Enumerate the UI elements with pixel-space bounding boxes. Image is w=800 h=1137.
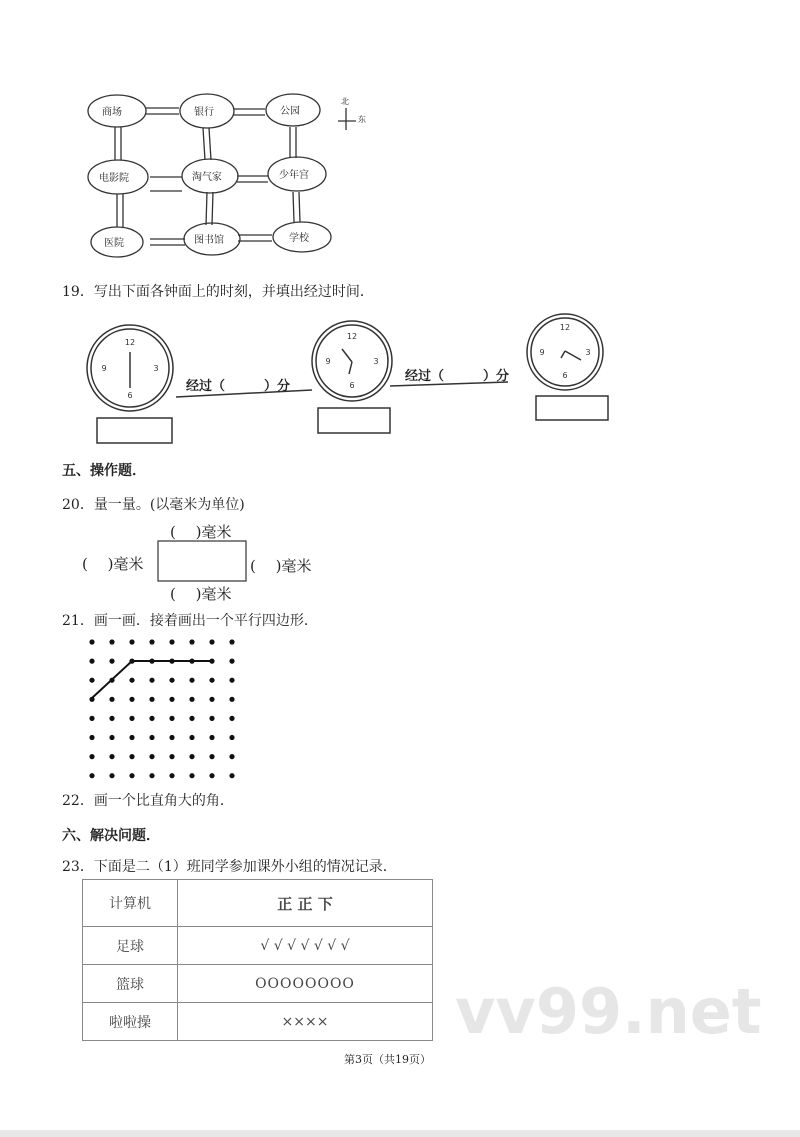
- map-place: 少年宫: [279, 170, 309, 181]
- grid-dot: [169, 678, 174, 683]
- map-place: 学校: [289, 233, 309, 244]
- grid-dot: [89, 716, 94, 721]
- svg-text:9: 9: [325, 357, 331, 366]
- grid-dot: [189, 754, 194, 759]
- svg-text:9: 9: [539, 348, 545, 357]
- grid-dot: [89, 735, 94, 740]
- grid-dot: [169, 639, 174, 644]
- map-place: 银行: [194, 107, 214, 118]
- svg-text:3: 3: [153, 364, 159, 373]
- grid-dot: [129, 735, 134, 740]
- map-place: 医院: [104, 238, 124, 249]
- map-place: 淘气家: [192, 172, 222, 183]
- grid-dot: [89, 754, 94, 759]
- grid-dot: [109, 773, 114, 778]
- north-label: 北: [341, 97, 349, 106]
- grid-dot: [209, 773, 214, 778]
- measure-top: ( )毫米: [170, 523, 232, 541]
- svg-text:12: 12: [124, 338, 136, 347]
- grid-dot: [189, 716, 194, 721]
- grid-dot: [229, 735, 234, 740]
- map-place: 图书馆: [194, 235, 224, 246]
- table-row: [83, 1003, 433, 1041]
- question-21: 21．画一画．接着画出一个平行四边形．: [62, 613, 318, 629]
- grid-dot: [229, 754, 234, 759]
- row-label: 足球: [83, 927, 178, 965]
- grid-dot: [229, 659, 234, 664]
- svg-text:6: 6: [349, 381, 355, 390]
- grid-dot: [109, 639, 114, 644]
- grid-dot: [189, 735, 194, 740]
- row-value: 正 正 下: [178, 880, 433, 927]
- row-label: 啦啦操: [83, 1003, 178, 1041]
- record-table: [82, 879, 433, 1041]
- svg-text:3: 3: [585, 348, 591, 357]
- grid-dot: [89, 773, 94, 778]
- measure-right: ( )毫米: [250, 557, 312, 575]
- grid-dot: [129, 639, 134, 644]
- row-value: √ √ √ √ √ √ √: [178, 927, 433, 965]
- page-bottom-edge: [0, 1130, 800, 1137]
- grid-dot: [189, 678, 194, 683]
- map-place: 公园: [280, 106, 300, 117]
- svg-text:6: 6: [562, 371, 568, 380]
- row-label: 篮球: [83, 965, 178, 1003]
- map-place: 商场: [102, 107, 122, 118]
- grid-dot: [169, 735, 174, 740]
- grid-dot: [89, 678, 94, 683]
- clock-numbers: [101, 323, 590, 400]
- row-value: OOOOOOOO: [178, 965, 433, 1003]
- grid-dot: [169, 773, 174, 778]
- grid-dot: [209, 716, 214, 721]
- measure-left: ( )毫米: [82, 555, 144, 573]
- grid-dot: [229, 773, 234, 778]
- question-20: 20．量一量。(以毫米为单位): [62, 497, 245, 513]
- grid-dot: [149, 735, 154, 740]
- grid-dot: [149, 639, 154, 644]
- question-23: 23．下面是二（1）班同学参加课外小组的情况记录．: [62, 859, 397, 875]
- row-label: 计算机: [83, 880, 178, 927]
- grid-dot: [109, 754, 114, 759]
- page-footer: 第3页（共19页）: [344, 1053, 431, 1066]
- grid-dot: [129, 678, 134, 683]
- grid-dot: [169, 697, 174, 702]
- svg-text:12: 12: [559, 323, 571, 332]
- grid-dot: [109, 716, 114, 721]
- table-row: [83, 965, 433, 1003]
- grid-dot: [189, 639, 194, 644]
- grid-dot: [149, 773, 154, 778]
- grid-dot: [129, 716, 134, 721]
- grid-dot: [149, 716, 154, 721]
- elapsed-label-2: 经过（ ）分: [405, 369, 510, 384]
- grid-dot: [229, 678, 234, 683]
- question-22: 22．画一个比直角大的角．: [62, 793, 234, 809]
- table-row: [83, 927, 433, 965]
- grid-dot: [129, 697, 134, 702]
- watermark: vv99.net: [455, 975, 762, 1048]
- grid-dot: [229, 716, 234, 721]
- grid-dot: [169, 754, 174, 759]
- section-6-heading: 六、解决问题．: [62, 828, 160, 844]
- measure-bottom: ( )毫米: [170, 585, 232, 603]
- elapsed-label-1: 经过（ ）分: [186, 379, 291, 394]
- grid-dot: [149, 678, 154, 683]
- svg-text:9: 9: [101, 364, 107, 373]
- question-19: 19．写出下面各钟面上的时刻，并填出经过时间．: [62, 284, 374, 300]
- grid-dot: [209, 754, 214, 759]
- table-row: [83, 880, 433, 927]
- grid-dot: [189, 697, 194, 702]
- grid-dot: [229, 697, 234, 702]
- grid-dot: [129, 754, 134, 759]
- grid-dot: [149, 754, 154, 759]
- svg-text:3: 3: [373, 357, 379, 366]
- grid-dot: [129, 773, 134, 778]
- row-value: ××××: [178, 1003, 433, 1041]
- grid-dot: [109, 735, 114, 740]
- grid-dot: [189, 773, 194, 778]
- grid-dot: [209, 639, 214, 644]
- grid-dot: [149, 697, 154, 702]
- grid-dot: [209, 735, 214, 740]
- svg-text:12: 12: [346, 332, 358, 341]
- svg-text:6: 6: [127, 391, 133, 400]
- section-5-heading: 五、操作题．: [62, 463, 146, 479]
- east-label: 东: [358, 115, 366, 124]
- grid-dot: [209, 678, 214, 683]
- grid-dot: [89, 639, 94, 644]
- grid-dot: [209, 697, 214, 702]
- grid-dot: [89, 659, 94, 664]
- grid-dot: [169, 716, 174, 721]
- measure-rectangle: [158, 541, 246, 581]
- grid-dot: [109, 697, 114, 702]
- map-place: 电影院: [99, 173, 129, 184]
- grid-dot: [229, 639, 234, 644]
- grid-dot: [109, 659, 114, 664]
